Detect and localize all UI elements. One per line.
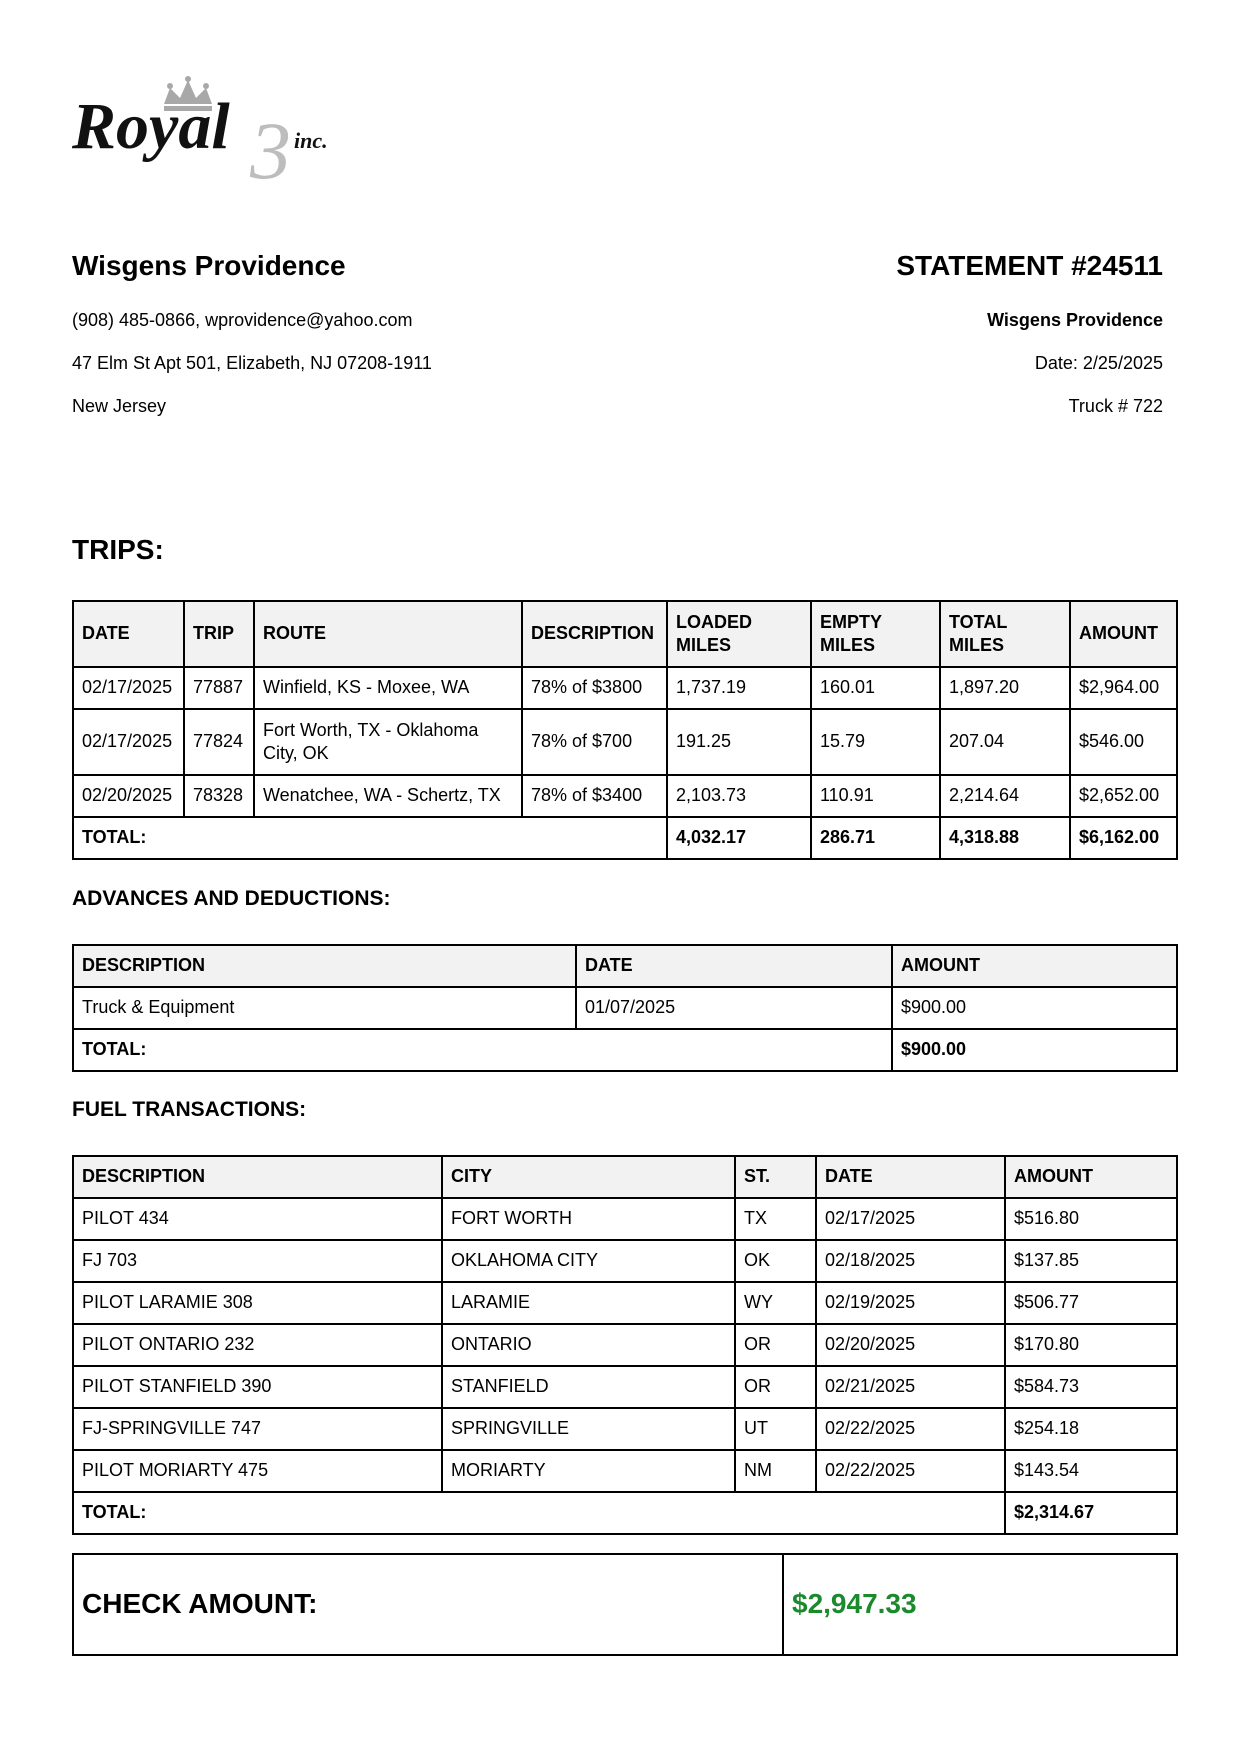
cell: $254.18: [1005, 1408, 1177, 1450]
table-row: [73, 709, 1177, 775]
cell: 78% of $700: [522, 709, 667, 775]
cell: $2,964.00: [1070, 667, 1177, 709]
total-amount: $900.00: [892, 1029, 1177, 1071]
cell: 02/20/2025: [816, 1324, 1005, 1366]
total-row: [73, 817, 1177, 859]
cell: 110.91: [811, 775, 940, 817]
cell: Winfield, KS - Moxee, WA: [254, 667, 522, 709]
cell: PILOT 434: [73, 1198, 442, 1240]
cell: TX: [735, 1198, 816, 1240]
cell: UT: [735, 1408, 816, 1450]
fuel-heading: FUEL TRANSACTIONS:: [72, 1098, 307, 1121]
check-amount-label: CHECK AMOUNT:: [73, 1554, 783, 1655]
advances-table: [72, 944, 1178, 1072]
cell: 02/17/2025: [73, 667, 184, 709]
cell: $137.85: [1005, 1240, 1177, 1282]
cell: $584.73: [1005, 1366, 1177, 1408]
cell: NM: [735, 1450, 816, 1492]
table-row: [73, 1198, 1177, 1240]
cell: 15.79: [811, 709, 940, 775]
table-row: [73, 1450, 1177, 1492]
cell: Truck & Equipment: [73, 987, 576, 1029]
customer-address: 47 Elm St Apt 501, Elizabeth, NJ 07208-1911: [72, 353, 432, 373]
col-header: CITY: [442, 1156, 735, 1198]
cell: 02/17/2025: [816, 1198, 1005, 1240]
customer-state: New Jersey: [72, 396, 167, 416]
table-row: [73, 775, 1177, 817]
table-row: [73, 1366, 1177, 1408]
cell: OKLAHOMA CITY: [442, 1240, 735, 1282]
logo-wordmark: Royal: [72, 90, 230, 163]
total-row: [73, 1029, 1177, 1071]
total-miles: 4,318.88: [940, 817, 1070, 859]
cell: 77824: [184, 709, 254, 775]
cell: 02/18/2025: [816, 1240, 1005, 1282]
statement-name: Wisgens Providence: [987, 310, 1163, 330]
cell: 78% of $3400: [522, 775, 667, 817]
col-header: TOTAL MILES: [940, 601, 1070, 667]
trips-table: [72, 600, 1178, 860]
col-header: DATE: [73, 601, 184, 667]
cell: 1,897.20: [940, 667, 1070, 709]
cell: FJ 703: [73, 1240, 442, 1282]
cell: STANFIELD: [442, 1366, 735, 1408]
trips-heading: TRIPS:: [72, 534, 164, 565]
total-row: [73, 1492, 1177, 1534]
fuel-table: [72, 1155, 1178, 1535]
cell: FORT WORTH: [442, 1198, 735, 1240]
total-label: TOTAL:: [73, 1492, 1005, 1534]
cell: OR: [735, 1366, 816, 1408]
cell: PILOT MORIARTY 475: [73, 1450, 442, 1492]
col-header: ST.: [735, 1156, 816, 1198]
table-header-row: [73, 1156, 1177, 1198]
cell: FJ-SPRINGVILLE 747: [73, 1408, 442, 1450]
cell: 77887: [184, 667, 254, 709]
cell: 160.01: [811, 667, 940, 709]
cell: PILOT STANFIELD 390: [73, 1366, 442, 1408]
cell: 02/20/2025: [73, 775, 184, 817]
cell: $900.00: [892, 987, 1177, 1029]
logo-number: 3: [250, 105, 291, 196]
col-header: DESCRIPTION: [522, 601, 667, 667]
total-loaded-miles: 4,032.17: [667, 817, 811, 859]
table-header-row: [73, 601, 1177, 667]
cell: $546.00: [1070, 709, 1177, 775]
customer-contact: (908) 485-0866, wprovidence@yahoo.com: [72, 310, 413, 330]
cell: 02/22/2025: [816, 1450, 1005, 1492]
cell: PILOT ONTARIO 232: [73, 1324, 442, 1366]
company-logo: [72, 76, 392, 200]
col-header: AMOUNT: [1005, 1156, 1177, 1198]
cell: 78% of $3800: [522, 667, 667, 709]
table-row: [73, 667, 1177, 709]
statement-date: Date: 2/25/2025: [1034, 353, 1163, 373]
total-empty-miles: 286.71: [811, 817, 940, 859]
cell: OR: [735, 1324, 816, 1366]
statement-title: STATEMENT #24511: [896, 250, 1163, 281]
cell: 02/22/2025: [816, 1408, 1005, 1450]
col-header: ROUTE: [254, 601, 522, 667]
logo-suffix: inc.: [294, 128, 328, 153]
cell: 02/21/2025: [816, 1366, 1005, 1408]
table-row: [73, 987, 1177, 1029]
cell: PILOT LARAMIE 308: [73, 1282, 442, 1324]
check-amount-box: [72, 1553, 1178, 1656]
col-header: TRIP: [184, 601, 254, 667]
total-amount: $2,314.67: [1005, 1492, 1177, 1534]
total-amount: $6,162.00: [1070, 817, 1177, 859]
col-header: DESCRIPTION: [73, 1156, 442, 1198]
cell: $143.54: [1005, 1450, 1177, 1492]
table-row: [73, 1282, 1177, 1324]
cell: 01/07/2025: [576, 987, 892, 1029]
col-header: EMPTY MILES: [811, 601, 940, 667]
cell: 02/17/2025: [73, 709, 184, 775]
table-header-row: [73, 945, 1177, 987]
cell: 78328: [184, 775, 254, 817]
cell: SPRINGVILLE: [442, 1408, 735, 1450]
table-row: [73, 1324, 1177, 1366]
col-header: AMOUNT: [1070, 601, 1177, 667]
check-amount-value: $2,947.33: [783, 1554, 1177, 1655]
cell: 1,737.19: [667, 667, 811, 709]
advances-heading: ADVANCES AND DEDUCTIONS:: [72, 887, 391, 910]
cell: MORIARTY: [442, 1450, 735, 1492]
table-row: [73, 1408, 1177, 1450]
customer-name: Wisgens Providence: [72, 250, 346, 281]
cell: 191.25: [667, 709, 811, 775]
cell: Fort Worth, TX - Oklahoma City, OK: [254, 709, 522, 775]
col-header: DATE: [816, 1156, 1005, 1198]
cell: $516.80: [1005, 1198, 1177, 1240]
col-header: AMOUNT: [892, 945, 1177, 987]
cell: ONTARIO: [442, 1324, 735, 1366]
cell: LARAMIE: [442, 1282, 735, 1324]
cell: 2,103.73: [667, 775, 811, 817]
col-header: DESCRIPTION: [73, 945, 576, 987]
cell: OK: [735, 1240, 816, 1282]
check-row: [73, 1554, 1177, 1655]
cell: 207.04: [940, 709, 1070, 775]
total-label: TOTAL:: [73, 1029, 892, 1071]
table-row: [73, 1240, 1177, 1282]
cell: WY: [735, 1282, 816, 1324]
cell: $2,652.00: [1070, 775, 1177, 817]
cell: 02/19/2025: [816, 1282, 1005, 1324]
col-header: DATE: [576, 945, 892, 987]
cell: Wenatchee, WA - Schertz, TX: [254, 775, 522, 817]
total-label: TOTAL:: [73, 817, 667, 859]
cell: $506.77: [1005, 1282, 1177, 1324]
cell: $170.80: [1005, 1324, 1177, 1366]
col-header: LOADED MILES: [667, 601, 811, 667]
cell: 2,214.64: [940, 775, 1070, 817]
statement-truck: Truck # 722: [1068, 396, 1163, 416]
